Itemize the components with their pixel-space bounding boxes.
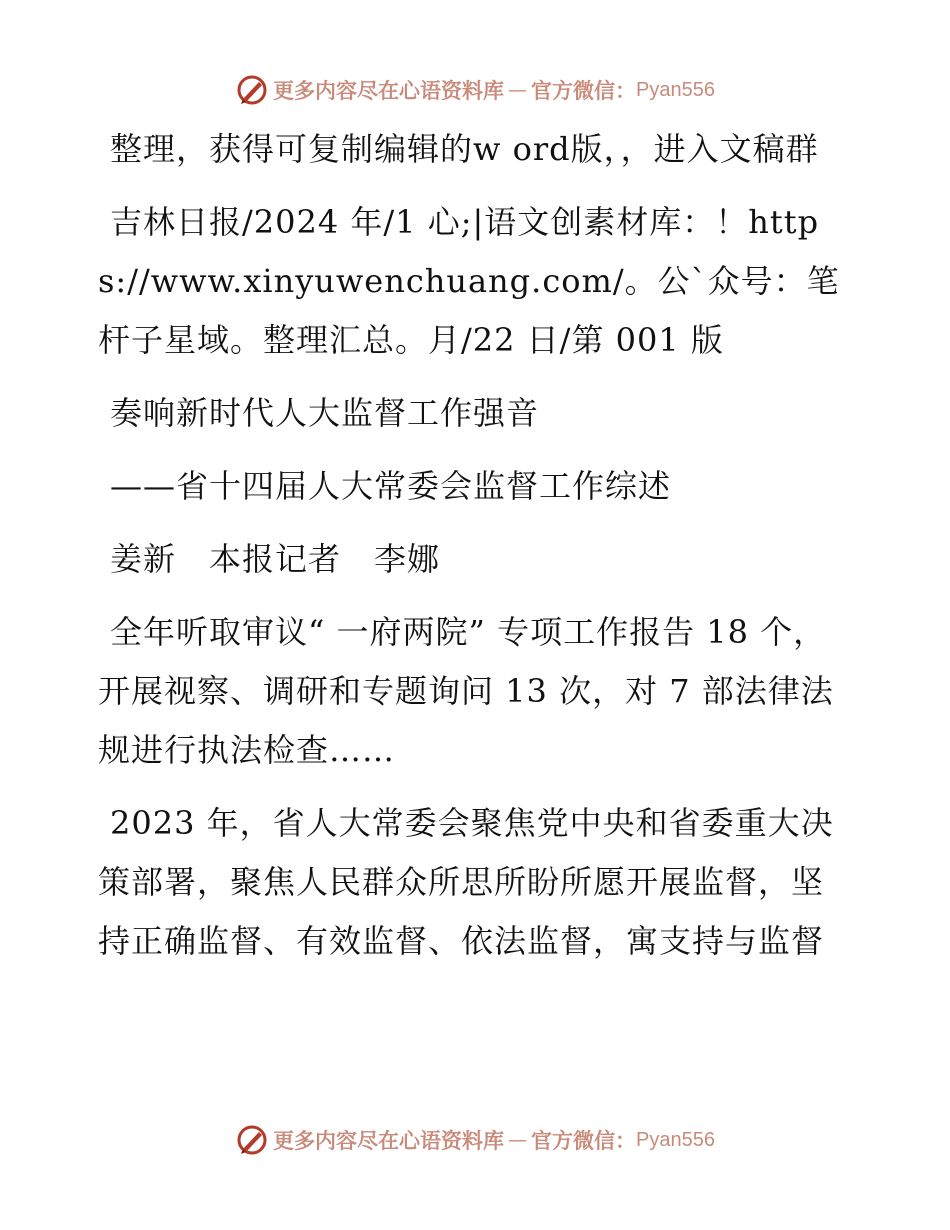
watermark-account: Pyan556 [636, 78, 715, 101]
intro-note: 整理，获得可复制编辑的w ord版，，进入文稿群 [110, 130, 819, 168]
watermark-text: 更多内容尽在心语资料库 [273, 78, 505, 103]
body-paragraph: 全年听取审议“ 一府两院” 专项工作报告 18 个，开展视察、调研和专题询问 13 次，对 7 部法律法规进行执法检查…… [98, 613, 834, 769]
header-watermark [0, 70, 950, 110]
article-subtitle: ——省十四届人大常委会监督工作综述 [110, 467, 672, 505]
source-line: 吉林日报/2024 年/1 心;|语文创素材库：！https://www.xinyuwenchuang.com/。公`众号：笔杆子星域。整理汇总。月/22 日/第 001 版 [98, 203, 840, 359]
byline: 姜新 本报记者 李娜 [110, 540, 441, 578]
watermark-separator: — [508, 1129, 528, 1151]
watermark-account: Pyan556 [636, 1128, 715, 1151]
pen-logo-icon [235, 73, 269, 107]
article-body [98, 120, 850, 985]
watermark-official-label: 官方微信： [531, 1128, 637, 1153]
pen-logo-icon [235, 1123, 269, 1157]
body-paragraph: 2023 年，省人大常委会聚焦党中央和省委重大决策部署，聚焦人民群众所思所盼所愿开展监督，坚持正确监督、有效监督、依法监督，寓支持与监督 [98, 804, 834, 960]
footer-watermark [0, 1120, 950, 1160]
article-title: 奏响新时代人大监督工作强音 [110, 394, 540, 432]
watermark-separator: — [508, 79, 528, 101]
watermark-official-label: 官方微信： [531, 78, 637, 103]
watermark-text: 更多内容尽在心语资料库 [273, 1128, 505, 1153]
